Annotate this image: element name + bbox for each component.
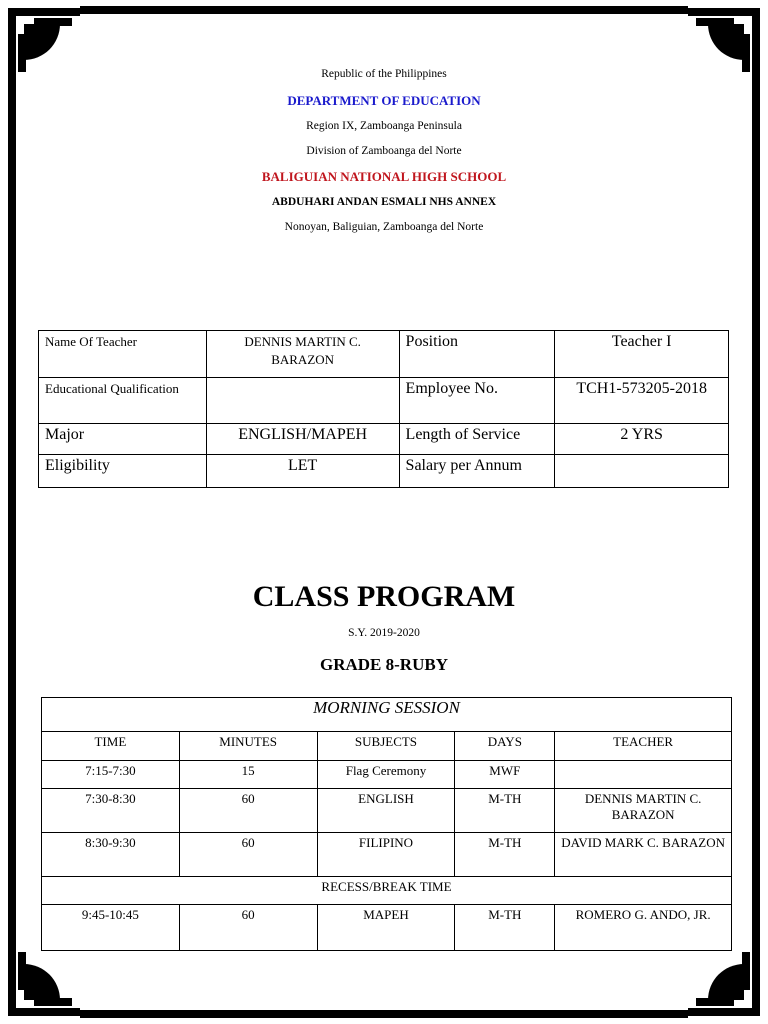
- position-value: Teacher I: [555, 331, 729, 378]
- education-value: [206, 378, 399, 424]
- department-line: DEPARTMENT OF EDUCATION: [287, 93, 481, 108]
- position-label: Position: [399, 331, 555, 378]
- eligibility-label: Eligibility: [39, 455, 207, 488]
- table-row: [42, 761, 732, 789]
- teacher-cell: DAVID MARK C. BARAZON: [555, 833, 732, 877]
- table-row: [42, 833, 732, 877]
- school-name: BALIGUIAN NATIONAL HIGH SCHOOL: [261, 169, 507, 184]
- education-label: Educational Qualification: [39, 378, 207, 424]
- service-label: Length of Service: [399, 424, 555, 455]
- teacher-info-table: [38, 330, 729, 488]
- table-row: [42, 905, 732, 951]
- teacher-cell: [555, 761, 732, 789]
- table-row: [42, 789, 732, 833]
- days-cell: MWF: [455, 761, 555, 789]
- subject-cell: MAPEH: [317, 905, 455, 951]
- minutes-cell: 60: [179, 833, 317, 877]
- col-header-subjects: SUBJECTS: [317, 732, 455, 761]
- employee-label: Employee No.: [399, 378, 555, 424]
- service-value: 2 YRS: [555, 424, 729, 455]
- minutes-cell: 15: [179, 761, 317, 789]
- teacher-cell: ROMERO G. ANDO, JR.: [555, 905, 732, 951]
- major-label: Major: [39, 424, 207, 455]
- col-header-days: DAYS: [455, 732, 555, 761]
- corner-ornament-icon: [684, 940, 764, 1020]
- major-value: ENGLISH/MAPEH: [206, 424, 399, 455]
- time-cell: 9:45-10:45: [42, 905, 180, 951]
- salary-value: [555, 455, 729, 488]
- col-header-teacher: TEACHER: [555, 732, 732, 761]
- col-header-time: TIME: [42, 732, 180, 761]
- days-cell: M-TH: [455, 833, 555, 877]
- class-program-table: [41, 697, 732, 951]
- time-cell: 8:30-9:30: [42, 833, 180, 877]
- name-value: DENNIS MARTIN C. BARAZON: [206, 331, 399, 378]
- school-year: S.Y. 2019-2020: [348, 627, 420, 639]
- minutes-cell: 60: [179, 905, 317, 951]
- salary-label: Salary per Annum: [399, 455, 555, 488]
- days-cell: M-TH: [455, 789, 555, 833]
- school-address: Nonoyan, Baliguian, Zamboanga del Norte: [284, 221, 484, 233]
- region-line: Region IX, Zamboanga Peninsula: [306, 120, 462, 132]
- col-header-minutes: MINUTES: [179, 732, 317, 761]
- name-label: Name Of Teacher: [39, 331, 207, 378]
- subject-cell: Flag Ceremony: [317, 761, 455, 789]
- minutes-cell: 60: [179, 789, 317, 833]
- program-title: CLASS PROGRAM: [252, 580, 516, 613]
- annex-name: ABDUHARI ANDAN ESMALI NHS ANNEX: [271, 196, 497, 208]
- corner-ornament-icon: [4, 940, 84, 1020]
- grade-section: GRADE 8-RUBY: [320, 655, 448, 674]
- employee-value: TCH1-573205-2018: [555, 378, 729, 424]
- time-cell: 7:15-7:30: [42, 761, 180, 789]
- recess-row: RECESS/BREAK TIME: [42, 877, 732, 905]
- eligibility-value: LET: [206, 455, 399, 488]
- time-cell: 7:30-8:30: [42, 789, 180, 833]
- republic-line: Republic of the Philippines: [321, 68, 447, 80]
- teacher-cell: DENNIS MARTIN C. BARAZON: [555, 789, 732, 833]
- subject-cell: FILIPINO: [317, 833, 455, 877]
- subject-cell: ENGLISH: [317, 789, 455, 833]
- days-cell: M-TH: [455, 905, 555, 951]
- session-header: MORNING SESSION: [42, 698, 732, 732]
- division-line: Division of Zamboanga del Norte: [306, 145, 462, 157]
